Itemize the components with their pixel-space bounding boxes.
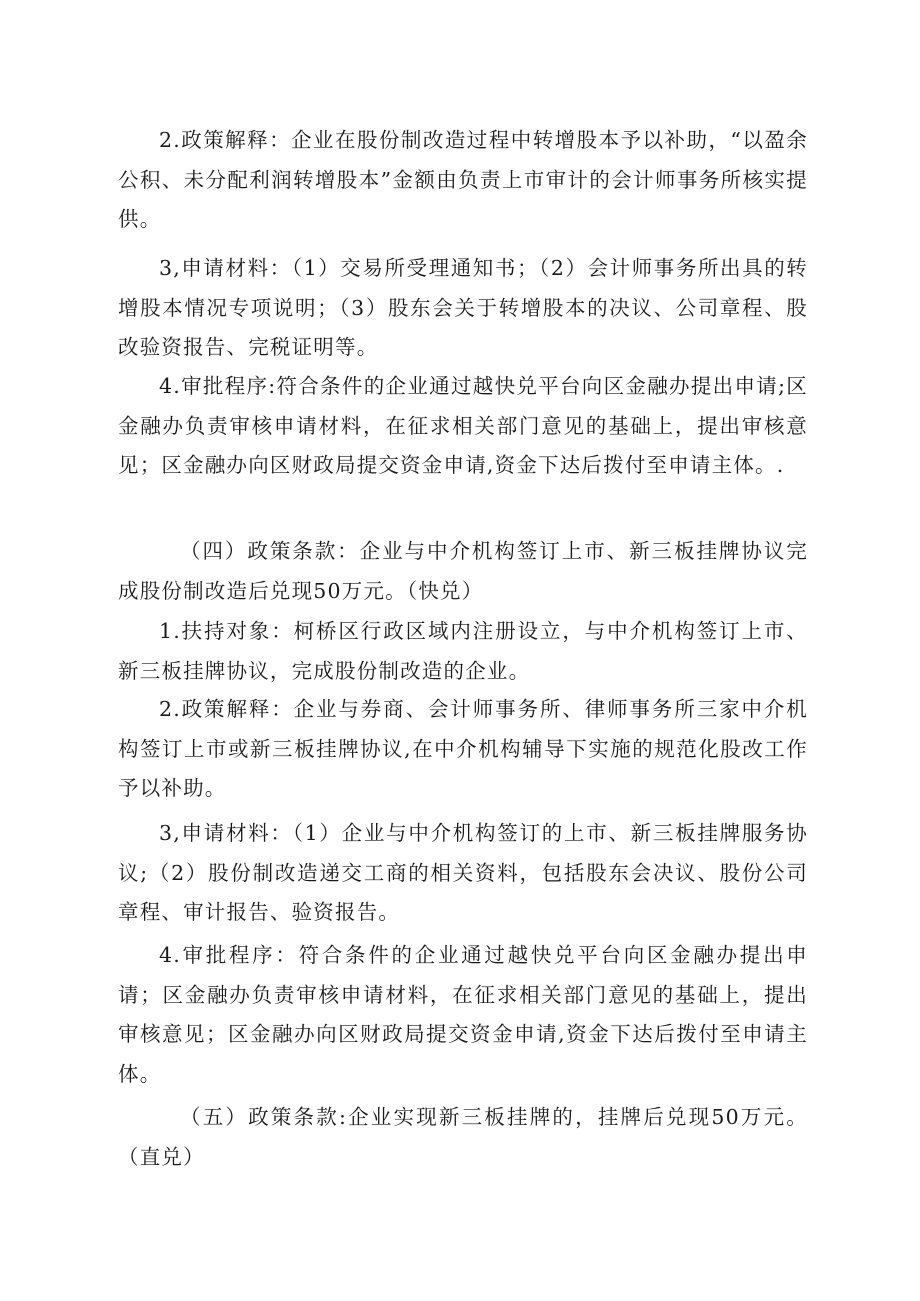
- paragraph-policy-explanation-intermediary: 2.政策解释：企业与券商、会计师事务所、律师事务所三家中介机构签订上市或新三板挂牌协议,在中介机构辅导下实施的规范化股改工作予以补助。: [118, 697, 808, 800]
- paragraph-application-materials-share-capital: 3,申请材料：（1）交易所受理通知书；（2）会计师事务所出具的转增股本情况专项说明；（3）股东会关于转增股本的决议、公司章程、股改验资报告、完税证明等。: [118, 256, 808, 359]
- paragraph-support-target: 1.扶持对象：柯桥区行政区域内注册设立，与中介机构签订上市、新三板挂牌协议，完成股份制改造的企业。: [118, 619, 808, 683]
- paragraph-approval-procedure-share-capital: 4.审批程序:符合条件的企业通过越快兑平台向区金融办提出申请;区金融办负责审核申请材料，在征求相关部门意见的基础上，提出审核意见；区金融办向区财政局提交资金申请,资金下达后拨付至申请主体。.: [118, 374, 808, 477]
- section-heading-policy-clause-5: （五）政策条款:企业实现新三板挂牌的，挂牌后兑现50万元。（直兑）: [118, 1105, 808, 1169]
- paragraph-approval-procedure-intermediary: 4.审批程序：符合条件的企业通过越快兑平台向区金融办提出申请；区金融办负责审核申请材料，在征求相关部门意见的基础上，提出审核意见；区金融办向区财政局提交资金申请,资金下达后拨付至申请主体。: [118, 943, 808, 1086]
- paragraph-application-materials-intermediary: 3,申请材料：（1）企业与中介机构签订的上市、新三板挂牌服务协议;（2）股份制改造递交工商的相关资料，包括股东会决议、股份公司章程、审计报告、验资报告。: [118, 821, 808, 924]
- paragraph-policy-explanation-share-capital: 2.政策解释：企业在股份制改造过程中转增股本予以补助，“以盈余公积、未分配利润转增股本”金额由负责上市审计的会计师事务所核实提供。: [118, 128, 808, 231]
- section-heading-policy-clause-4: （四）政策条款：企业与中介机构签订上市、新三板挂牌协议完成股份制改造后兑现50万元。（快兑）: [118, 539, 808, 603]
